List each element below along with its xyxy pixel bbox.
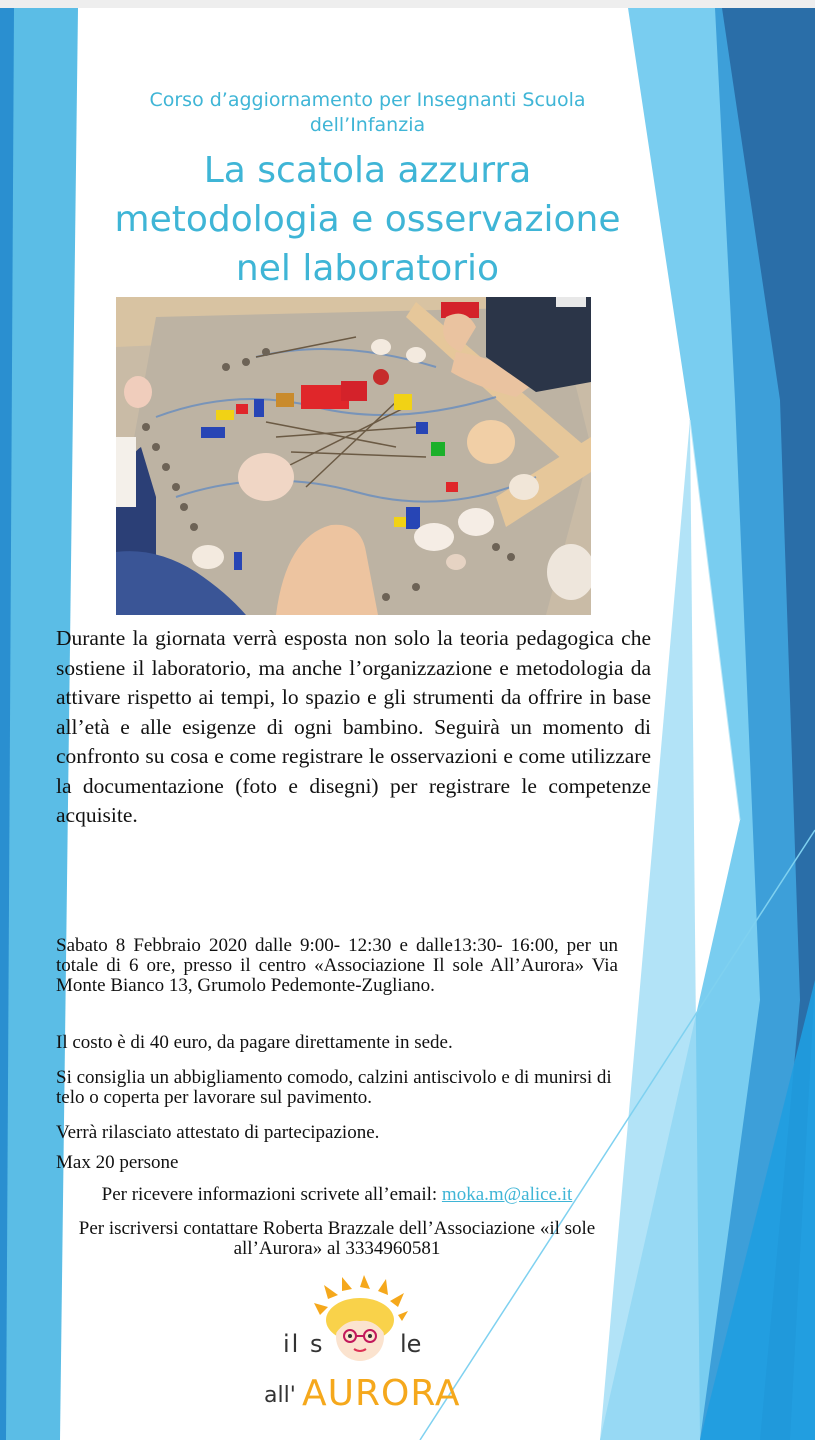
info-email-label: Per ricevere informazioni scrivete all’email:	[101, 1184, 438, 1205]
email-link[interactable]: moka.m@alice.it	[441, 1184, 573, 1205]
clothing-text: Si consiglia un abbigliamento comodo, calzini antiscivolo e di munirsi di telo o coperta per lavorare sul pavimento.	[56, 1067, 612, 1108]
course-title	[90, 146, 645, 293]
logo-text-aurora: AURORA	[302, 1373, 461, 1414]
schedule-text: Sabato 8 Febbraio 2020 dalle 9:00- 12:30 e dalle13:30- 16:00, per un totale di 6 ore, presso il centro «Associazione Il sole All’Aurora» Via Monte Bianco 13, Grumolo Pedemonte-Zugliano.	[56, 935, 618, 996]
certificate-text: Verrà rilasciato attestato di partecipazione.	[56, 1122, 380, 1143]
max-people-text: Max 20 persone	[56, 1152, 179, 1173]
logo-text-all: all'	[264, 1383, 296, 1408]
signup-text: Per iscriversi contattare Roberta Brazzale dell’Associazione «il sole all’Aurora» al 3334960581	[78, 1218, 596, 1259]
children-sand-tray-photo	[116, 297, 591, 615]
sun-girl-face-icon	[310, 1275, 410, 1365]
cost-text: Il costo è di 40 euro, da pagare direttamente in sede.	[56, 1032, 453, 1053]
logo-text-le: le	[400, 1330, 422, 1358]
il-sole-all-aurora-logo	[250, 1275, 470, 1425]
course-title-line: metodologia e osservazione	[114, 199, 621, 240]
course-title-line: La scatola azzurra	[203, 150, 532, 191]
course-title-line: nel laboratorio	[235, 248, 500, 289]
info-email-line	[56, 1185, 618, 1205]
course-description: Durante la giornata verrà esposta non solo la teoria pedagogica che sostiene il laboratorio, ma anche l’organizzazione e metodologia da attivare rispetto ai tempi, lo spazio e gli strumenti da offrire in base all’età e alle esigenze di ogni bambino. Seguirà un momento di confronto su cosa e come registrare le osservazioni e come utilizzare la documentazione (foto e disegni) per registrare le competenze acquisite.	[56, 626, 651, 827]
course-subtitle: Corso d’aggiornamento per Insegnanti Scuola dell’Infanzia	[149, 89, 586, 136]
logo-text-il: il s	[283, 1330, 325, 1358]
